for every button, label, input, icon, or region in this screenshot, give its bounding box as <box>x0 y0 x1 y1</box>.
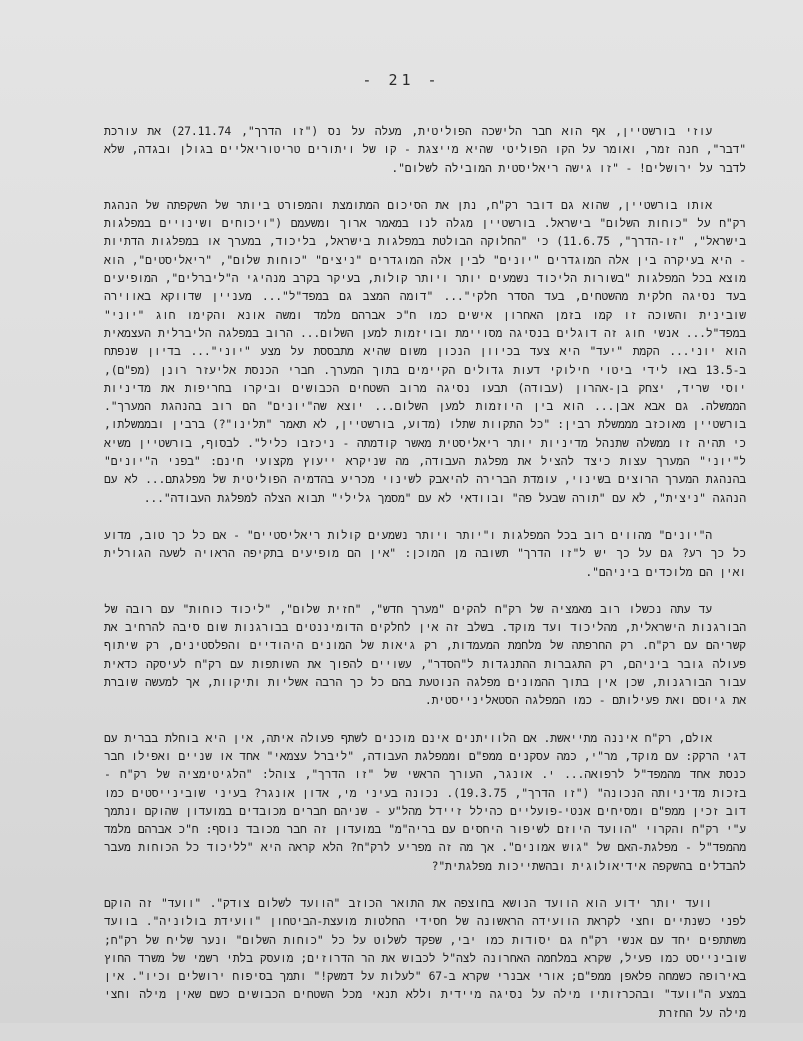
page-number: - 21 - <box>362 71 441 89</box>
paragraph-text: ה"יונים" מהווים רוב בכל המפלגות ו"יותר ויותר נשמעים קולות ריאליסטיים" - אם כל כך טוב, מדוע כל כך רע? גם על כך יש ל"זו הדרך" תשובה מן המוכן: "אין הם מופיעים בתקיפה הראויה לשעה הגורלית ואין הם מלוכדים ביניהם". <box>104 527 746 579</box>
paragraph-text: אותו בורשטיין, שהוא גם דובר רק"ח, נתן את הסיכום המתומצת והמפורט ביותר של השקפתה של הנהגת רק"ח על "כוחות השלום" בישראל. בורשטיין מגלה לנו במאמר ארוך ומשעמם ("ויכוחים ושינויים במפלגות בישראל", "זו-הדרך", 11.6.75) כי "החלוקה הבולטת במפלגות בישראל, בליכוד, במערך או במפלגות הדתיות - היא בעיקרה בין אלה המוגדרים "יונים" לבין אלה המוגדרים "ניצים" "כוחות שלום", "ריאליסטים", הוא מוצא בכל המפלגות "בשורות הליכוד נשמעים יותר ויותר קולות, בעיקר בקרב מנהיגי ה"ליברלים", המופיעים בעד נסיגה חלקית מהשטחים, בעד הסדר חלקי"... "דומה המצב גם במפד"ל"... מעניין שדווקא באווירה שובינית והשוכה זו קמו בזמן האחרון אישים כמו ח"כ אברהם מלמד ומשה אונא והקימו חוג "יוני" במפד"ל... אנשי חוג זה דוגלים בנסיגה מסויימת ובויזמות למען השלום... הרוב במפלגה הליברלית העצמאית הוא יוני... הקמת "יעד" היא צעד בכיוון הנכון משום שהיא מתבססת על מצע "יוני"... בדיון שנפתח ב-13.5 באו לידי ביטוי חילוקי דעות גדולים הקיימים בתוך המערך. חברי הכנסת אליעזר רונן (מפ"ם), יוסי שריד, יצחק בן-אהרון (עבודה) תבעו נסיגה מרוב השטחים הכבושים וביקרו בחריפות את מדיניות הממשלה. גם אבא אבן... הוא בין היוזמות למען השלום... יוצא שה"יונים" הם רוב בהנהגת המערך". בורשטיין מאוכזב מממשלת רבין: "כל התקוות שתלו (מדוע, בורשטיין, לא תאמר "תלינו"?) ברבין ובממשלתו, כי תהיה זו ממשלה שתנהל מדיניות יותר ריאליסטית מאשר קודמתה - ניכזבו כליל". לבסוף, בורשטיין משיא ל"יוני" המערך עצות כיצד להציל את מפלגת העבודה, מה שניקרא ייעוץ מקצועי חינם: "בפני ה"יונים" בהנהגת המערך הרוצים בשינוי, עומדת הברירה להיאבק לשינוי מכריע בהדמיה הפוליטית של מפלגתם... לא עם הנהגה "ניצית", לא עם "תורה שבעל פה" ובוודאי לא עם "מסמך גלילי" תבוא הצלה למפלגת העבודה"... <box>104 197 746 505</box>
paragraph-text: עד עתה נכשלו רוב מאמציה של רק"ח להקים "מערך חדש", "חזית שלום", "ליכוד כוחות" עם רובה של הבורגנות הישראלית, מהליכוד ועד מוקד. בשלב זה אין לחלקים הדומיננטים בבורגנות שום סיבה להרחיב את קשריהם עם רק"ח. רק החרפתה של מלחמת המעמדות, רק גיאות של המונים היהודיים והפלסטינים, רק שיתוף פעולה גובר ביניהם, רק התגברות ההתנגדות ל"הסדר", עשויים להפוך את השותפות עם רק"ח לעיסקה כדאית עבור הבורגנות, שכן אין בתוך ההמונים מפלגה הנוטעת בהם כל כך הרבה אשליות ותיקוות, אך למעשה שוברת את גיוסם ואת פעילותם - כמו המפלגה הסטאלינייסטית. <box>104 601 746 708</box>
paragraph <box>104 729 746 875</box>
paragraph-text: עוזי בורשטיין, אף הוא חבר הלישכה הפוליטית, מעלה על נס ("זו הדרך", 27.11.74) את עורכת "דבר", חנה זמר, ואומר על הקו הפוליטי שהיא מייצגת - קו של ויתורים טריטוריאליים בגולן ובגדה, שלא לדבר על ירושלים! - "זו גישה ריאליסטית המובילה לשלום". <box>104 124 746 175</box>
document-body <box>104 122 746 1041</box>
paragraph <box>104 600 746 710</box>
paragraph <box>104 894 746 1022</box>
paragraph-text: אולם, רק"ח איננה מתייאשת. אם הלוויתנים אינם מוכנים לשתף פעולה איתה, אין היא בוחלת בברית עם דגי הרקק: עם מוקד, מר"י, כמה עסקנים ממפ"ם וממפלגת העבודה, "ליברל עצמאי" אחד או שניים ואפילו חבר כנסת אחד מהמפד"ל לרפואה... י. אונגר, העורך הראשי של "זו הדרך", צוהל: "הלגיטימציה של רק"ח - בזכות מדיניותה הנכונה" ("זו הדרך", 19.3.75). נכונה בעיני מי, אדון אונגר? בעיני שובינייסטים כמו דוב זכין ממפ"ם ומסיחים אנטי-פועליים כהילל זיידל מהל"ע - שניהם חברים מכובדים במועדון שהוקם ונתמך ע"י רק"ח והקרוי "הוועד היוזם לשיפור היחסים עם בריה"מ" במועדון זה חבר מכובד נוסף: ח"כ אברהם מלמד מהמפד"ל - מפלגת-האם של "גוש אמונים". אך מה זה מפריע לרק"ח? הלא קראה היא "לליכוד כל הכוחות מעבר להבדלים בהשקפה אידיאולוגית ובהשתייכות מפלגתית"? <box>104 730 747 873</box>
paragraph-text: וועד יותר ידוע הוא הוועד הנושא בחוצפה את התואר הכוזב "הוועד לשלום צודק". "וועד" זה הוקם לפני כשנתיים וחצי לקראת הוועידה הראשונה של חסידי החלטות מועצת-הביטחון "וועידת בולוניה". בוועד משתתפים יחד עם אנשי רק"ח גם יסודות כמו יבי, שפקד לשלוט על כל "כוחות השלום" ונער שליח של רק"ח; שובינייסט כמו פעיל, שקרא במלחמה האחרונה לצה"ל לכבוש את הר הדרוזים; מועסק בלתי רשמי של משרד החוץ באירופה כשמחה פלאפן ממפ"ם; אורי אבנרי שקרא ב-67 "לעלות על דמשק!" ותמך בסיפוח ירושלים וכיו". אין במצע ה"וועד" ובהכרזותיו מילה על נסיגה מיידית וללא תנאי מכל השטחים הכבושים כשם שאין מילה וחצי מילה על החזרת <box>104 895 746 1020</box>
paragraph <box>104 196 746 507</box>
paragraph <box>104 122 746 177</box>
paragraph <box>104 526 746 581</box>
